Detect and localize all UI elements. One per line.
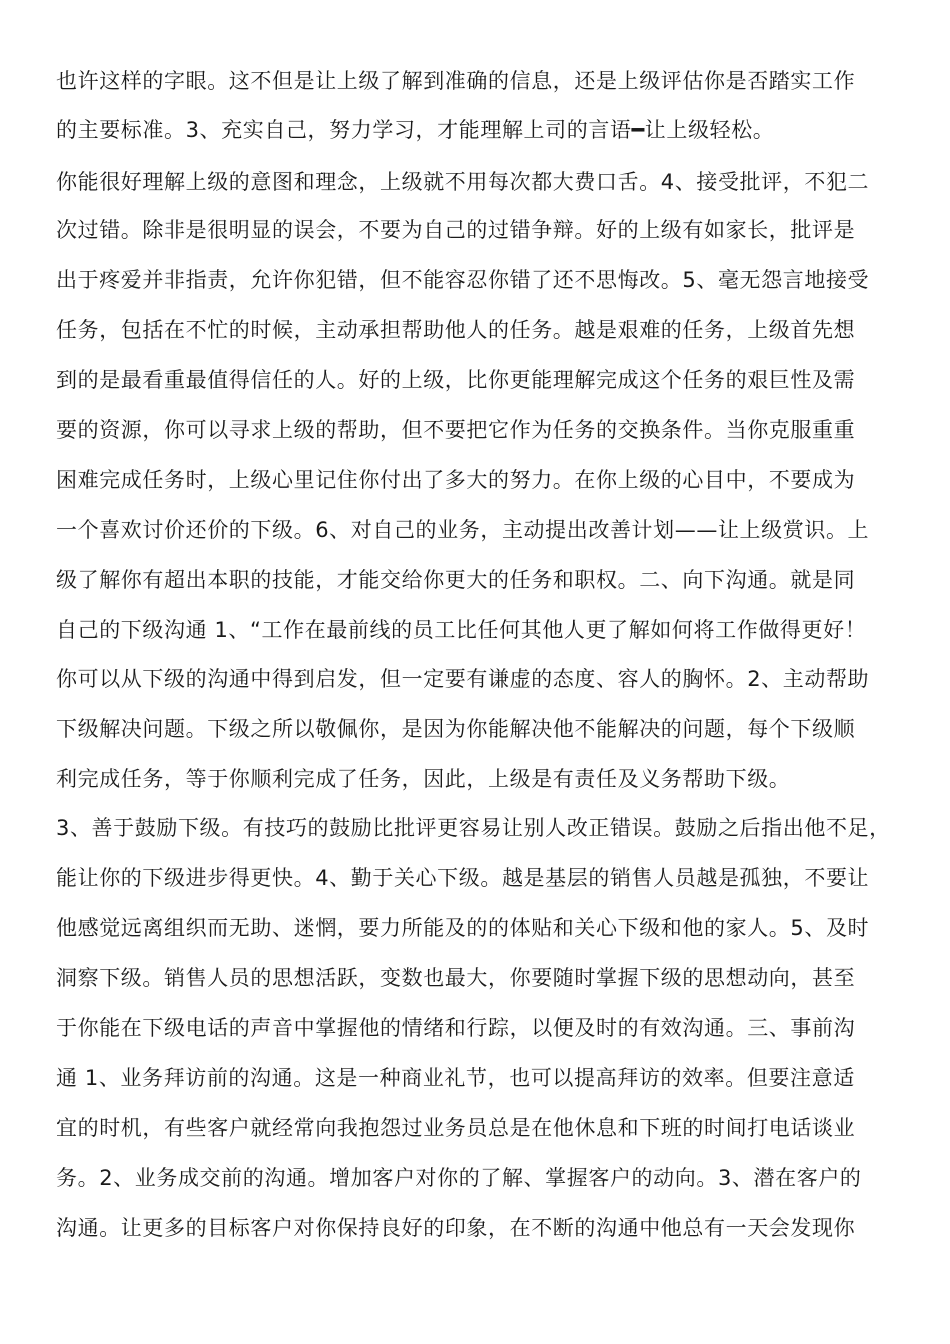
text-line: 任务，包括在不忙的时候，主动承担帮助他人的任务。越是艰难的任务，上级首先想 [56,318,856,342]
text-line: 也许这样的字眼。这不但是让上级了解到准确的信息，还是上级评估你是否踏实工作 [56,69,856,93]
text-line: 于你能在下级电话的声音中掌握他的情绪和行踪，以便及时的有效沟通。三、事前沟 [56,1016,856,1040]
text-line: 一个喜欢讨价还价的下级。6、对自己的业务，主动提出改善计划——让上级赏识。上 [56,518,870,542]
text-line: 的主要标准。3、充实自己，努力学习，才能理解上司的言语━让上级轻松。 [56,118,775,142]
text-line: 你可以从下级的沟通中得到启发，但一定要有谦虚的态度、容人的胸怀。2、主动帮助 [56,667,870,691]
text-line: 能让你的下级进步得更快。4、勤于关心下级。越是基层的销售人员越是孤独，不要让 [56,866,870,890]
text-line: 你能很好理解上级的意图和理念，上级就不用每次都大费口舌。4、接受批评，不犯二 [56,170,870,194]
text-line: 他感觉远离组织而无助、迷惘，要力所能及的的体贴和关心下级和他的家人。5、及时 [56,916,870,940]
text-line: 级了解你有超出本职的技能，才能交给你更大的任务和职权。二、向下沟通。就是同 [56,568,856,592]
text-line: 沟通。让更多的目标客户对你保持良好的印象，在不断的沟通中他总有一天会发现你 [56,1216,856,1240]
text-line: 自己的下级沟通 1、“工作在最前线的员工比任何其他人更了解如何将工作做得更好！ [56,618,867,642]
text-line: 次过错。除非是很明显的误会，不要为自己的过错争辩。好的上级有如家长，批评是 [56,218,856,242]
text-line: 务。2、业务成交前的沟通。增加客户对你的了解、掌握客户的动向。3、潜在客户的 [56,1166,862,1190]
text-line: 困难完成任务时，上级心里记住你付出了多大的努力。在你上级的心目中，不要成为 [56,468,856,492]
text-line: 到的是最看重最值得信任的人。好的上级，比你更能理解完成这个任务的艰巨性及需 [56,368,856,392]
text-line: 下级解决问题。下级之所以敬佩你，是因为你能解决他不能解决的问题，每个下级顺 [56,717,856,741]
text-line: 通 1、业务拜访前的沟通。这是一种商业礼节，也可以提高拜访的效率。但要注意适 [56,1066,855,1090]
text-line: 利完成任务，等于你顺利完成了任务，因此，上级是有责任及义务帮助下级。 [56,767,791,791]
text-line: 洞察下级。销售人员的思想活跃，变数也最大，你要随时掌握下级的思想动向，甚至 [56,966,856,990]
text-line: 宜的时机，有些客户就经常向我抱怨过业务员总是在他休息和下班的时间打电话谈业 [56,1116,856,1140]
text-line: 3、善于鼓励下级。有技巧的鼓励比批评更容易让别人改正错误。鼓励之后指出他不足， [56,816,891,840]
text-line: 要的资源，你可以寻求上级的帮助，但不要把它作为任务的交换条件。当你克服重重 [56,418,856,442]
text-line: 出于疼爱并非指责，允许你犯错，但不能容忍你错了还不思悔改。5、毫无怨言地接受 [56,268,870,292]
